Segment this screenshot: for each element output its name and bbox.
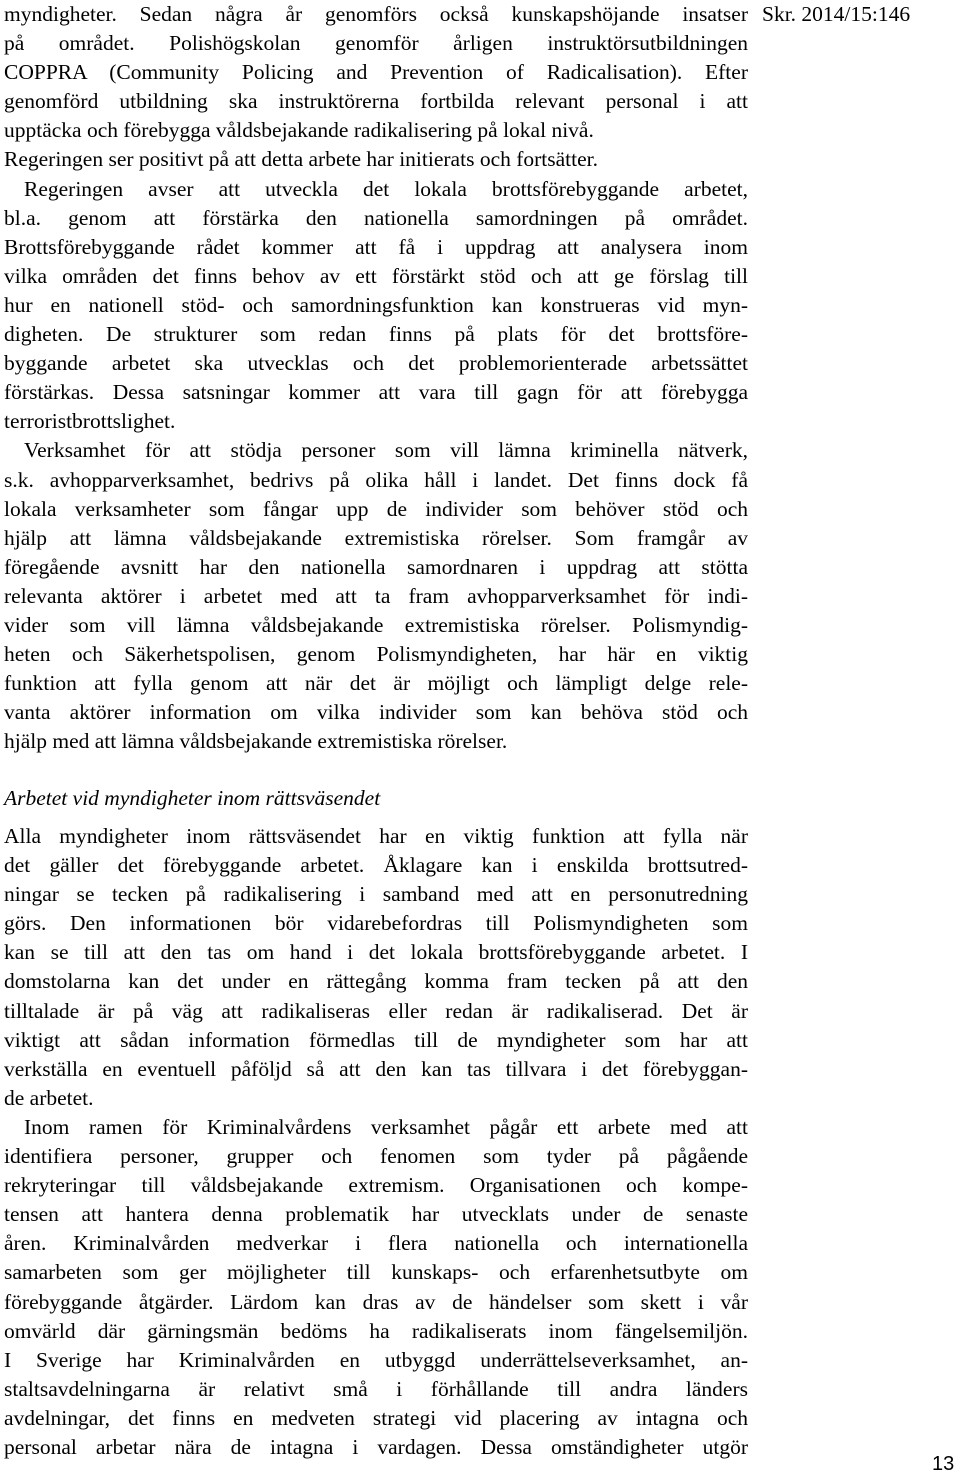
text-line: bl.a. genom att förstärka den nationella samordningen på området. [4,205,748,230]
text-line: avdelningar, det finns en medveten strategi vid placering av intagna och [4,1405,748,1430]
text-line: ningar se tecken på radikalisering i samband med att en personutredning [4,882,748,907]
document-reference: Skr. 2014/15:146 [762,2,911,26]
text-line: COPPRA (Community Policing and Prevention of Radicalisation). Efter [4,60,748,85]
text-line: rekryteringar till våldsbejakande extremism. Organisationen och kompe- [4,1173,748,1198]
text-line: föregående avsnitt har den nationella samordnaren i uppdrag att stötta [4,554,748,579]
text-line: de arbetet. [4,1085,94,1110]
body-text-lower [4,822,748,1462]
text-line: förstärkas. Dessa satsningar kommer att vara till gagn för att förebygga [4,380,748,405]
text-line: hur en nationell stöd- och samordningsfunktion kan konstrueras vid myn- [4,292,748,317]
text-line: vilka områden det finns behov av ett förstärkt stöd och att ge förslag till [4,263,748,288]
text-line: görs. Den informationen bör vidarebefordras till Polismyndigheten som [4,911,748,936]
text-line: personal arbetar nära de intagna i vardagen. Dessa omständigheter utgör [4,1434,748,1459]
text-line: vanta aktörer information om vilka individer som kan behöva stöd och [4,700,748,725]
text-line: åren. Kriminalvården medverkar i flera nationella och internationella [4,1231,748,1256]
page-number: 13 [932,1453,955,1475]
text-line: Brottsförebyggande rådet kommer att få i uppdrag att analysera inom [4,234,748,259]
text-line: byggande arbetet ska utvecklas och det problemorienterade arbetssättet [4,351,748,376]
paragraph-avhopparverksamhet [4,436,748,756]
section-heading: Arbetet vid myndigheter inom rättsväsendet [4,786,381,810]
paragraph-rattsvasendet [4,822,748,1113]
text-line: verkställa en eventuell påföljd så att den kan tas tillvara i det förebyggan- [4,1056,748,1081]
text-line: tensen att hantera denna problematik har utvecklats under de senaste [4,1202,748,1227]
paragraph-kriminalvarden [4,1113,748,1462]
text-line: identifiera personer, grupper och fenomen som tyder på pågående [4,1144,748,1169]
text-line: lokala verksamheter som fångar upp de individer som behöver stöd och [4,496,748,521]
text-line: heten och Säkerhetspolisen, genom Polismyndigheten, har här en viktig [4,642,748,667]
text-line: myndigheter. Sedan några år genomförs också kunskapshöjande insatser [4,2,748,26]
text-line: hjälp att lämna våldsbejakande extremistiska rörelser. Som framgår av [4,525,748,550]
text-line: hjälp med att lämna våldsbejakande extremistiska rörelser. [4,729,508,754]
text-line: Regeringen avser att utveckla det lokala brottsförebyggande arbetet, [24,176,748,201]
text-line: terroristbrottslighet. [4,409,176,434]
text-line: Regeringen ser positivt på att detta arbete har initierats och fortsätter. [4,147,599,172]
text-line: upptäcka och förebygga våldsbejakande radikalisering på lokal nivå. [4,118,594,143]
text-line: relevanta aktörer i arbetet med att ta fram avhopparverksamhet för indi- [4,583,748,608]
body-text-upper [4,0,748,756]
text-line: I Sverige har Kriminalvården en utbyggd underrättelseverksamhet, an- [4,1347,748,1372]
text-line: samarbeten som ger möjligheter till kunskaps- och erfarenhetsutbyte om [4,1260,748,1285]
text-line: det gäller det förebyggande arbetet. Åklagare kan i enskilda brottsutred- [4,853,748,878]
text-line: funktion att fylla genom att när det är möjligt och lämpligt delge rele- [4,671,748,696]
paragraph-coppra [4,0,748,175]
text-line: förebyggande åtgärder. Lärdom kan dras av de händelser som skett i vår [4,1289,748,1314]
text-line: omvärld där gärningsmän bedöms ha radikaliserats inom fängelsemiljön. [4,1318,748,1343]
text-line: viktigt att sådan information förmedlas till de myndigheter som har att [4,1027,748,1052]
text-line: domstolarna kan det under en rättegång komma fram tecken på att den [4,969,748,994]
text-line: genomförd utbildning ska instruktörerna fortbilda relevant personal i att [4,89,748,114]
text-line: s.k. avhopparverksamhet, bedrivs på olika håll i landet. Det finns dock få [4,467,748,492]
text-line: vider som vill lämna våldsbejakande extremistiska rörelser. Polismyndig- [4,612,748,637]
text-line: digheten. De strukturer som redan finns på plats för det brottsföre- [4,322,748,347]
text-line: Inom ramen för Kriminalvårdens verksamhet pågår ett arbete med att [24,1114,748,1139]
text-line: Alla myndigheter inom rättsväsendet har en viktig funktion att fylla när [4,824,748,848]
text-line: Verksamhet för att stödja personer som vill lämna kriminella nätverk, [24,438,748,463]
text-line: kan se till att den tas om hand i det lokala brottsförebyggande arbetet. I [4,940,748,965]
paragraph-lokala-arbetet [4,175,748,437]
text-line: tilltalade är på väg att radikaliseras eller redan är radikaliserad. Det är [4,998,748,1023]
text-line: staltsavdelningarna är relativt små i förhållande till andra länders [4,1376,748,1401]
text-line: på området. Polishögskolan genomför årligen instruktörsutbildningen [4,31,748,56]
